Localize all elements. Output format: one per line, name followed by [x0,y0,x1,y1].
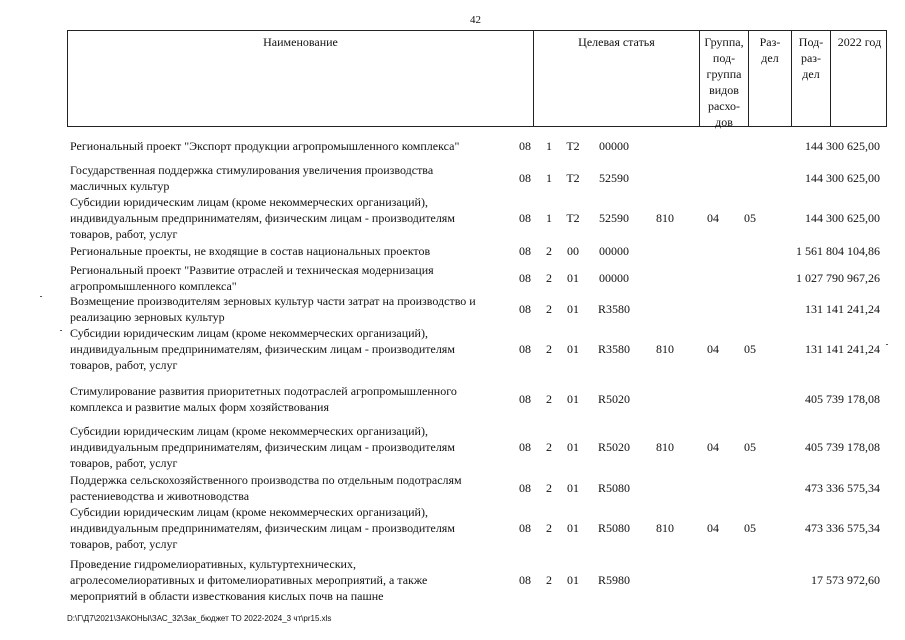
header-group-line: дов [715,115,733,129]
row-amount: 1 027 790 967,26 [796,271,880,285]
scan-speck [886,344,888,345]
row-code-c: Т2 [566,171,580,185]
row-code-a: 08 [519,392,531,406]
row-name [70,138,510,154]
row-code-c: 01 [567,521,579,535]
row-amount: 144 300 625,00 [805,211,880,225]
row-name-line: Региональный проект "Развитие отраслей и техническая модернизация [70,263,434,277]
row-code-d: 00000 [599,139,629,153]
row-code-c: 01 [567,573,579,587]
row-name-line: Субсидии юридическим лицам (кроме некоммерческих организаций), [70,424,428,438]
row-name-line: масличных культур [70,179,170,193]
row-name-line: индивидуальным предпринимателям, физическим лицам - производителям [70,521,455,535]
row-code-b: 2 [546,342,552,356]
row-name-line: индивидуальным предпринимателям, физическим лицам - производителям [70,440,455,454]
row-name-line: Поддержка сельскохозяйственного производства по отдельным подотраслям [70,473,462,487]
row-name-line: Субсидии юридическим лицам (кроме некоммерческих организаций), [70,326,428,340]
table-row [70,138,890,154]
row-name-line: Субсидии юридическим лицам (кроме некоммерческих организаций), [70,195,428,209]
row-code-d: R5080 [597,521,630,535]
table-row [70,293,890,325]
table-row [70,556,890,604]
row-name-line: Стимулирование развития приоритетных подотраслей агропромышленного [70,384,457,398]
row-name [70,262,510,294]
row-name-line: Региональные проекты, не входящие в состав национальных проектов [70,244,431,258]
row-name-line: мероприятий в области известкования кислых почв на пашне [70,589,384,603]
row-code-d: R5020 [597,440,630,454]
row-code-sec: 04 [707,211,719,225]
row-code-sub: 05 [744,211,756,225]
row-name-line: индивидуальным предпринимателям, физическим лицам - производителям [70,211,455,225]
row-code-b: 2 [546,302,552,316]
row-name-line: индивидуальным предпринимателям, физическим лицам - производителям [70,342,455,356]
row-code-a: 08 [519,139,531,153]
row-code-a: 08 [519,244,531,258]
header-section-line: дел [761,51,779,65]
row-name-line: Проведение гидромелиоративных, культуртехнических, [70,557,356,571]
row-code-a: 08 [519,573,531,587]
header-group-line: расхо- [707,99,741,113]
row-amount: 473 336 575,34 [805,521,880,535]
row-amount: 131 141 241,24 [805,302,880,316]
row-code-a: 08 [519,271,531,285]
row-name [70,293,510,325]
row-code-c: Т2 [566,211,580,225]
row-code-b: 2 [546,440,552,454]
row-name-line: растениеводства и животноводства [70,489,250,503]
row-code-a: 08 [519,481,531,495]
row-code-sub: 05 [744,521,756,535]
row-amount: 144 300 625,00 [805,139,880,153]
header-subsection-line: дел [802,67,820,81]
row-code-c: 00 [567,244,579,258]
row-name [70,383,510,415]
table-row [70,472,890,504]
row-code-a: 08 [519,342,531,356]
table-row [70,194,890,242]
row-code-a: 08 [519,521,531,535]
header-section-line: Раз- [759,35,781,49]
row-code-d: 52590 [599,171,629,185]
header-section [749,34,791,66]
page-number: 42 [470,14,481,26]
header-subsection [792,34,830,82]
row-code-b: 2 [546,481,552,495]
row-code-d: R5020 [597,392,630,406]
row-code-d: R5080 [597,481,630,495]
row-code-c: 01 [567,392,579,406]
table-row [70,162,890,194]
row-name [70,325,510,373]
row-amount: 131 141 241,24 [805,342,880,356]
header-group-line: группа [706,67,742,81]
header-year: 2022 год [837,35,882,49]
row-code-sec: 04 [707,440,719,454]
row-code-sub: 05 [744,440,756,454]
table-row [70,423,890,471]
table-header [67,30,887,127]
row-code-c: 01 [567,302,579,316]
header-group-line: Группа, [704,35,744,49]
row-name-line: агропромышленного комплекса" [70,279,237,293]
row-code-b: 2 [546,521,552,535]
row-code-c: 01 [567,271,579,285]
row-amount: 405 739 178,08 [805,440,880,454]
row-name-line: товаров, работ, услуг [70,537,178,551]
row-amount: 17 573 972,60 [811,573,880,587]
row-code-grp: 810 [656,440,674,454]
row-code-sec: 04 [707,521,719,535]
row-amount: 1 561 804 104,86 [796,244,880,258]
row-amount: 144 300 625,00 [805,171,880,185]
row-code-c: Т2 [566,139,580,153]
row-name-line: комплекса и развитие малых форм хозяйствования [70,400,329,414]
row-code-sub: 05 [744,342,756,356]
header-group-line: видов [709,83,739,97]
row-code-d: R3580 [597,302,630,316]
table-row [70,383,890,415]
row-code-d: 00000 [599,271,629,285]
header-name: Наименование [263,35,338,49]
row-name [70,243,510,259]
row-name-line: Возмещение производителям зерновых культур части затрат на производство и [70,294,476,308]
row-name-line: товаров, работ, услуг [70,358,178,372]
row-code-a: 08 [519,171,531,185]
row-code-grp: 810 [656,521,674,535]
header-target: Целевая статья [578,35,655,49]
table-row [70,504,890,552]
row-code-d: 00000 [599,244,629,258]
row-code-d: R5980 [597,573,630,587]
row-name [70,504,510,552]
table-row [70,243,890,259]
row-code-b: 2 [546,573,552,587]
row-name [70,472,510,504]
row-name [70,423,510,471]
row-name-line: реализацию зерновых культур [70,310,225,324]
header-group [700,34,748,130]
row-code-b: 2 [546,271,552,285]
row-name-line: Субсидии юридическим лицам (кроме некоммерческих организаций), [70,505,428,519]
row-code-b: 2 [546,392,552,406]
table-row [70,262,890,294]
row-code-d: 52590 [599,211,629,225]
row-name-line: Государственная поддержка стимулирования увеличения производства [70,163,434,177]
row-code-b: 2 [546,244,552,258]
scan-speck [40,296,42,297]
row-code-a: 08 [519,211,531,225]
row-name-line: товаров, работ, услуг [70,227,178,241]
row-code-a: 08 [519,440,531,454]
row-amount: 405 739 178,08 [805,392,880,406]
row-code-grp: 810 [656,342,674,356]
row-name [70,162,510,194]
row-code-b: 1 [546,211,552,225]
row-name [70,194,510,242]
row-code-c: 01 [567,342,579,356]
row-name-line: агролесомелиоративных и фитомелиоративных мероприятий, а также [70,573,428,587]
table-row [70,325,890,373]
row-code-b: 1 [546,139,552,153]
row-amount: 473 336 575,34 [805,481,880,495]
header-subsection-line: раз- [800,51,822,65]
row-code-grp: 810 [656,211,674,225]
row-code-b: 1 [546,171,552,185]
row-code-sec: 04 [707,342,719,356]
header-subsection-line: Под- [798,35,824,49]
row-code-c: 01 [567,440,579,454]
row-name [70,556,510,604]
header-group-line: под- [712,51,736,65]
scan-speck [60,330,62,331]
row-code-a: 08 [519,302,531,316]
row-name-line: Региональный проект "Экспорт продукции агропромышленного комплекса" [70,139,460,153]
row-name-line: товаров, работ, услуг [70,456,178,470]
row-code-d: R3580 [597,342,630,356]
footer-file-path: D:\Г\Д7\2021\ЗАКОНЫ\ЗАС_32\Зак_бюджет ТО 2022-2024_3 чт\pr15.xls [67,614,332,623]
row-code-c: 01 [567,481,579,495]
